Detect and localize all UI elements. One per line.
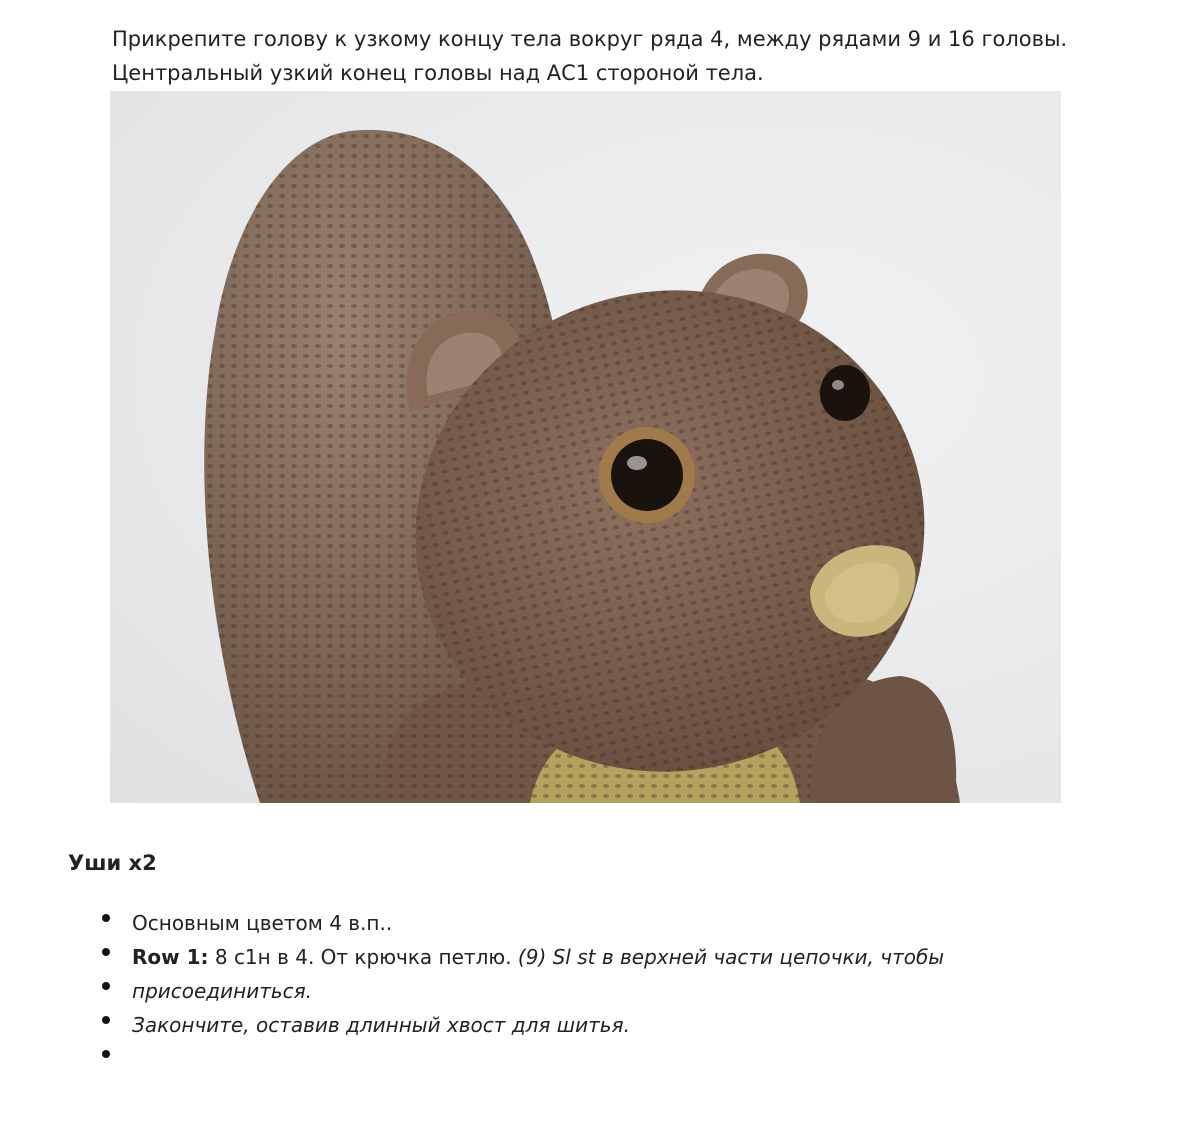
instruction-list (100, 906, 944, 1076)
squirrel-illustration (110, 91, 1061, 803)
list-item-italic: присоединиться. (132, 979, 313, 1003)
intro-line-1: Прикрепите голову к узкому концу тела вокруг ряда 4, между рядами 9 и 16 головы. (112, 27, 1068, 51)
list-item-text: Основным цветом 4 в.п.. (132, 911, 393, 935)
intro-text (112, 22, 1172, 90)
bullet-icon (102, 948, 110, 956)
list-item (100, 1008, 944, 1042)
bullet-icon (102, 982, 110, 990)
list-item-italic: Закончите, оставив длинный хвост для шитья. (132, 1013, 630, 1037)
list-item (100, 940, 944, 974)
bullet-icon (102, 914, 110, 922)
eye-far (820, 365, 870, 421)
bullet-icon (102, 1016, 110, 1024)
section-heading: Уши x2 (68, 851, 157, 875)
intro-line-2: Центральный узкий конец головы над АС1 стороной тела. (112, 61, 764, 85)
list-item (100, 1042, 944, 1076)
squirrel-photo (110, 91, 1061, 803)
list-item (100, 906, 944, 940)
list-item-italic: (9) Sl st в верхней части цепочки, чтобы (517, 945, 945, 969)
list-item (100, 974, 944, 1008)
bullet-icon (102, 1050, 110, 1058)
list-item-text: 8 с1н в 4. От крючка петлю. (208, 945, 518, 969)
list-item-bold: Row 1: (132, 945, 209, 969)
